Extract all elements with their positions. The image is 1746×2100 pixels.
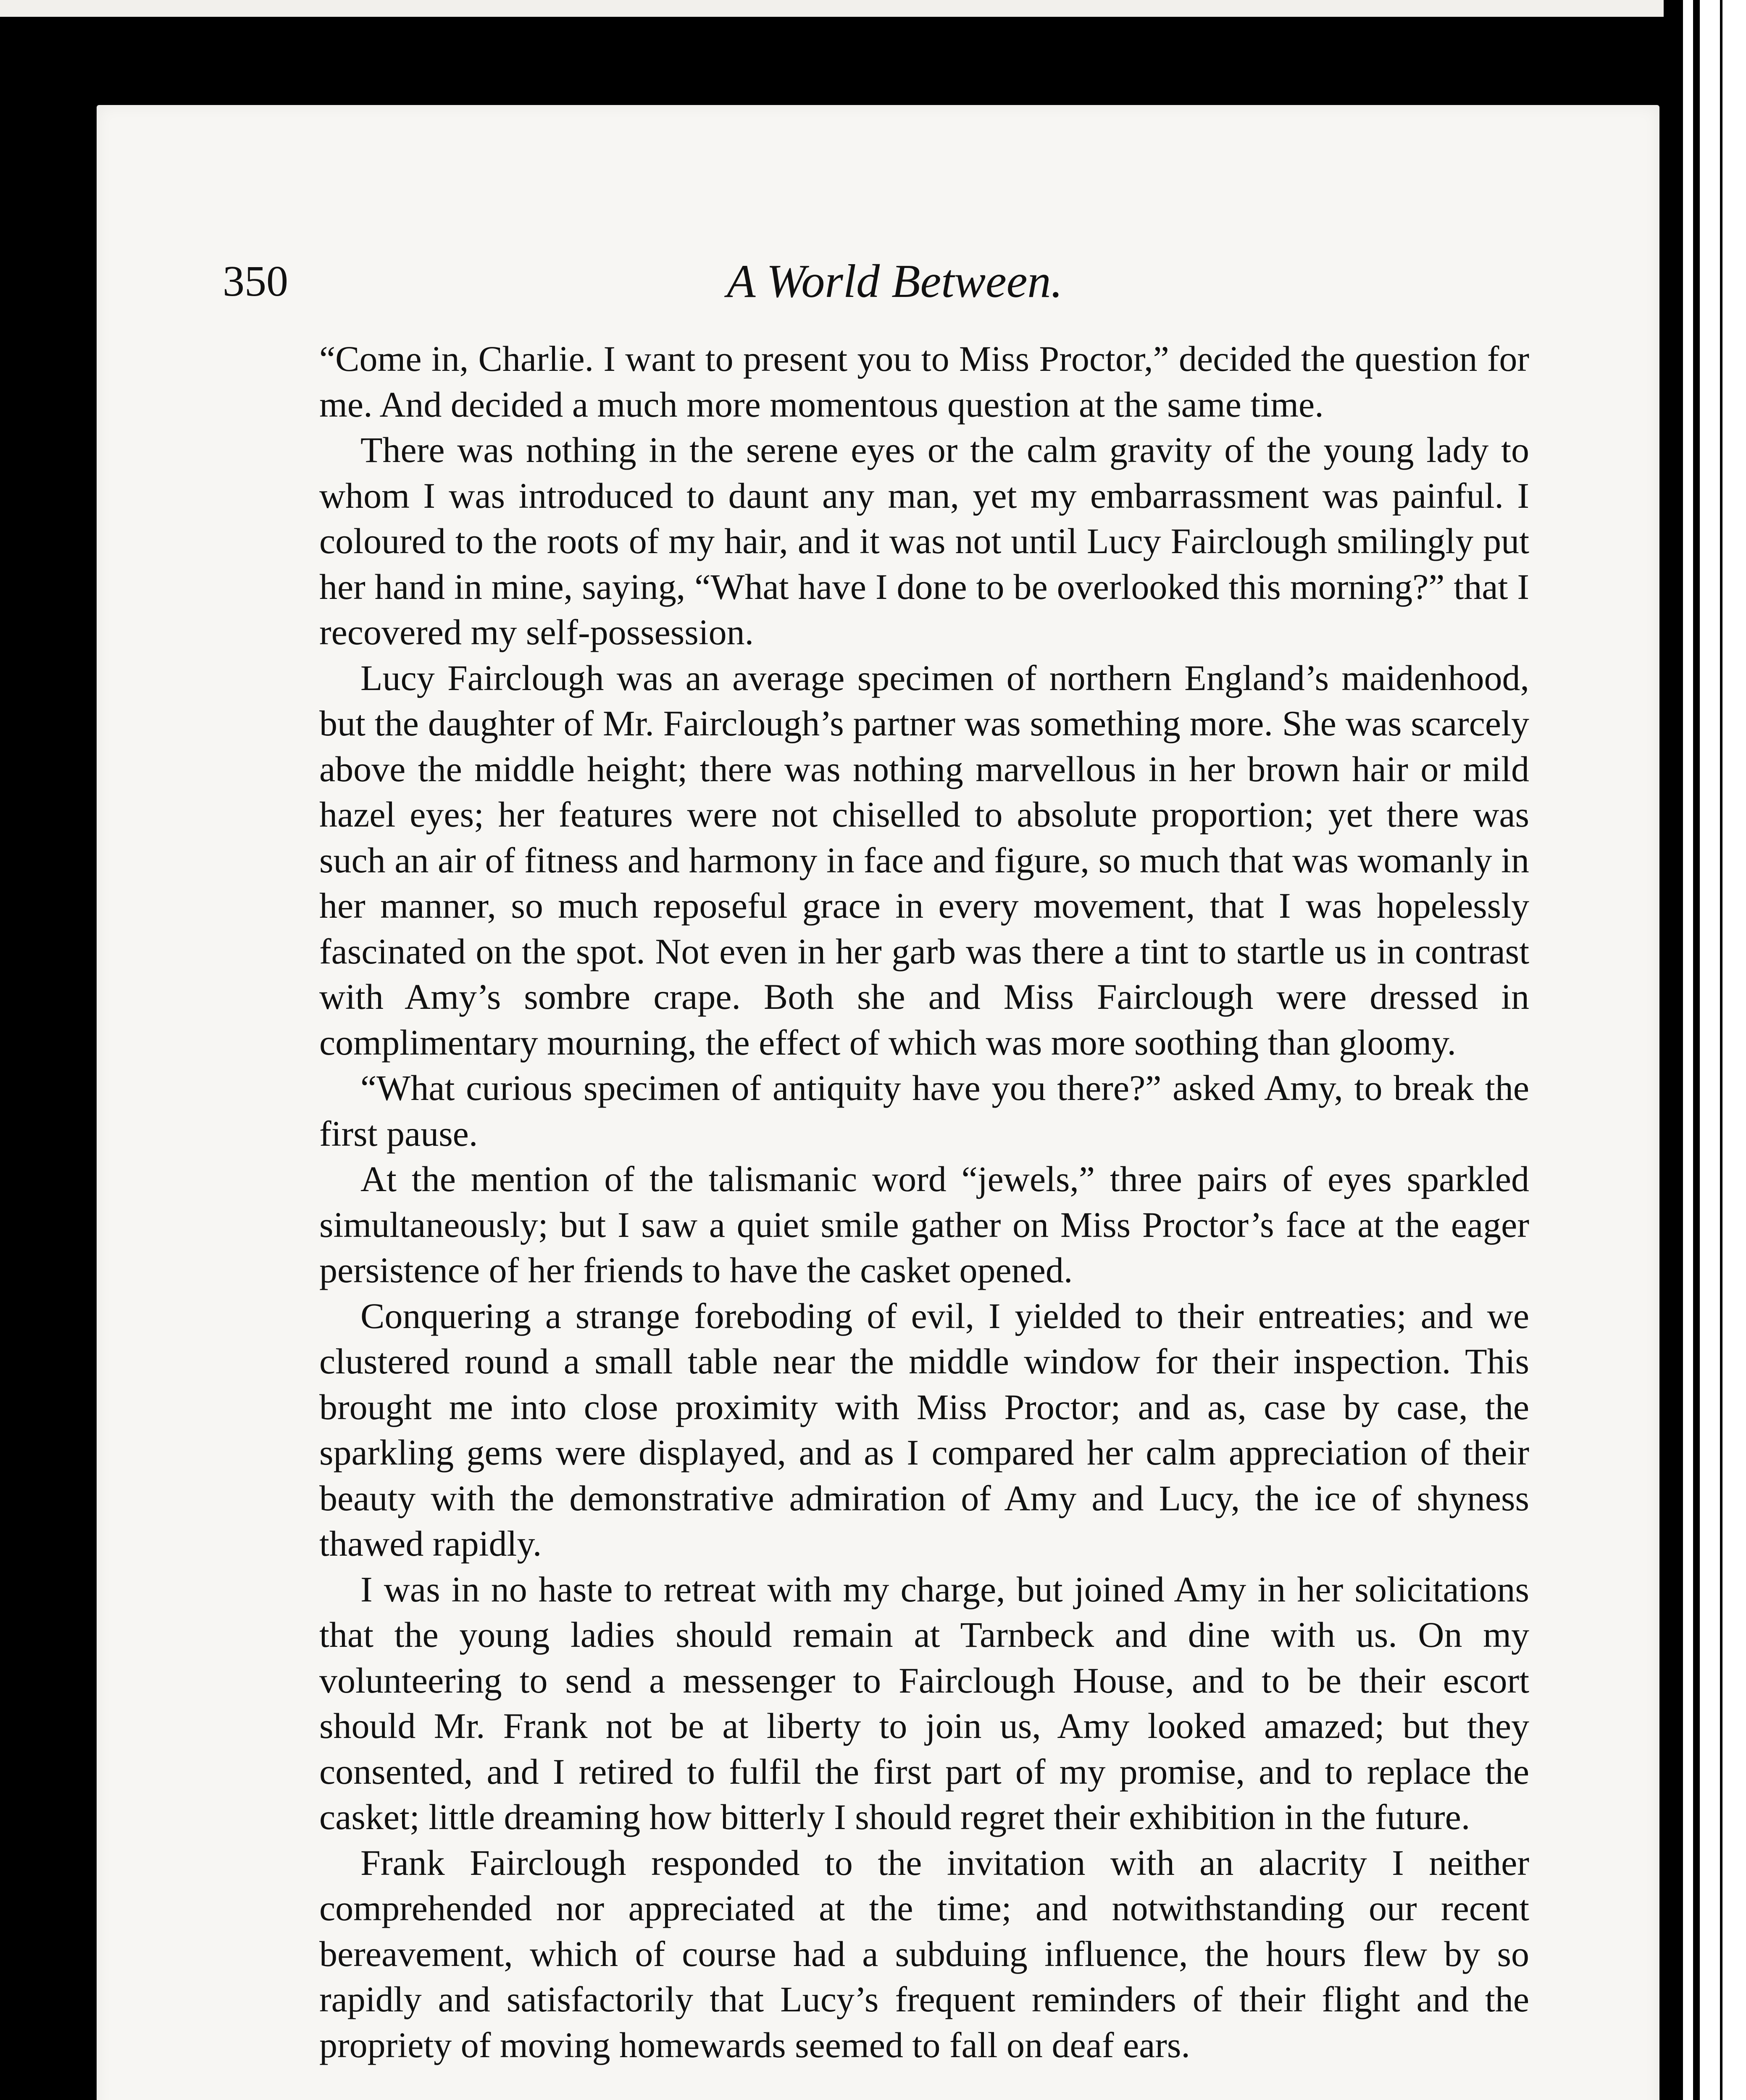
- paragraph: I was in no haste to retreat with my charge, but joined Amy in her solicitations that the young ladies should remain at Tarnbeck and dine with us. On my volunteering to send a messenger to Fairclough House, and to be their escort should Mr. Frank not be at liberty to join us, Amy looked amazed; but they consented, and I retired to fulfil the first part of my promise, and to replace the casket; little dreaming how bitterly I should regret their exhibition in the future.: [319, 1569, 1529, 1837]
- paragraph: Frank Fairclough responded to the invitation with an alacrity I neither comprehended nor appreciated at the time; and notwithstanding our recent bereavement, which of course had a subduing influence, the hours flew by so rapidly and satisfactorily that Lucy’s frequent reminders of their flight and the propriety of moving homewards seemed to fall on deaf ears.: [319, 1842, 1529, 2065]
- paragraph: At the mention of the talismanic word “jewels,” three pairs of eyes sparkled simultaneously; but I saw a quiet smile gather on Miss Proctor’s face at the eager persistence of her friends to have the casket opened.: [319, 1159, 1529, 1290]
- spine-line: [1720, 0, 1722, 2100]
- paragraph: Conquering a strange foreboding of evil, I yielded to their entreaties; and we clustered round a small table near the middle window for their inspection. This brought me into close proximity with Miss Proctor; and as, case by case, the sparkling gems were displayed, and as I compared her calm appreciation of their beauty with the demonstrative admiration of Amy and Lucy, the ice of shyness thawed rapidly.: [319, 1295, 1529, 1564]
- paragraph: “What curious specimen of antiquity have you there?” asked Amy, to break the first pause.: [319, 1068, 1529, 1154]
- paragraph: Lucy Fairclough was an average specimen of northern England’s maidenhood, but the daughter of Mr. Fairclough’s partner was something more. She was scarcely above the middle height; there was nothing marvellous in her brown hair or mild hazel eyes; her features were not chiselled to absolute proportion; yet there was such an air of fitness and harmony in face and figure, so much that was womanly in her manner, so much reposeful grace in every movement, that I was hopelessly fascinated on the spot. Not even in her garb was there a tint to startle us in contrast with Amy’s sombre crape. Both she and Miss Fairclough were dressed in complimentary mourning, the effect of which was more soothing than gloomy.: [319, 657, 1529, 1063]
- page-number: 350: [223, 257, 288, 305]
- paragraph: “Come in, Charlie. I want to present you to Miss Proctor,” decided the question for me. And decided a much more momentous question at the same time.: [319, 339, 1529, 425]
- page-header: [223, 252, 1538, 311]
- body-text: [319, 336, 1529, 2068]
- spine-line: [1693, 0, 1700, 2100]
- previous-page-edge: [0, 0, 1664, 17]
- paragraph: There was nothing in the serene eyes or the calm gravity of the young lady to whom I was introduced to daunt any man, yet my embarrassment was painful. I coloured to the roots of my hair, and it was not until Lucy Fairclough smilingly put her hand in mine, saying, “What have I done to be overlooked this morning?” that I recovered my self-possession.: [319, 430, 1529, 652]
- book-spine-edge: [1683, 0, 1746, 2100]
- running-title: A World Between.: [727, 255, 1063, 307]
